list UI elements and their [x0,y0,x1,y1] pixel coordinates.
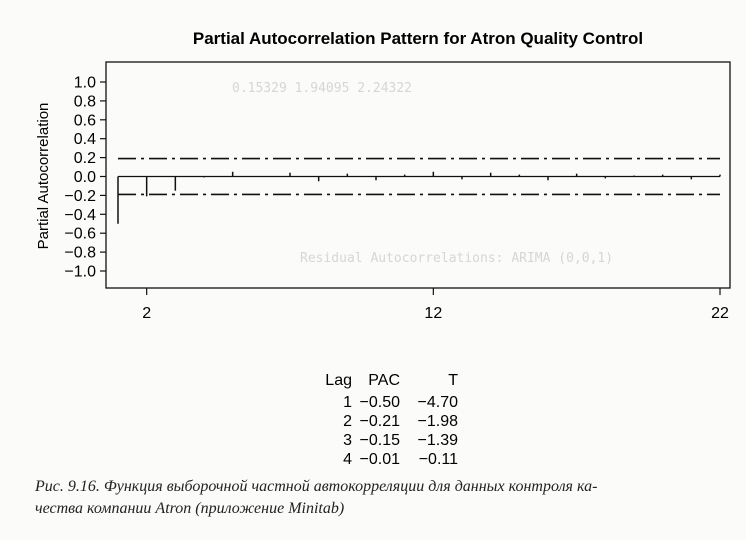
table-cell: −1.98 [417,413,458,430]
pac-spikes [118,172,720,224]
y-tick-label: −0.8 [64,244,96,262]
bleed-through-text [232,81,613,266]
table-cell: 1 [343,394,352,411]
y-tick-label: 0.4 [73,131,96,149]
table-header: T [448,372,458,389]
y-tick-label: −1.0 [64,263,96,281]
table-cell: 4 [343,451,352,468]
table-cell: −1.39 [417,432,458,449]
y-axis-label: Partial Autocorrelation [35,102,52,250]
x-tick-label: 12 [424,305,443,322]
y-tick-label: −0.4 [64,206,96,224]
figure-caption [35,476,735,520]
table-cell: −0.01 [359,451,400,468]
bleed-line-b: Residual Autocorrelations: ARIMA (0,0,1) [300,251,614,266]
y-tick-label: 0.8 [73,93,96,111]
y-tick-label: 1.0 [73,74,96,92]
table-cell: −0.50 [359,394,400,411]
table-cell: −0.15 [359,432,400,449]
y-tick-label: 0.0 [73,169,96,186]
chart-title: Partial Autocorrelation Pattern for Atron Quality Control [192,29,644,48]
x-tick-label: 2 [142,305,152,322]
y-tick-label: 0.6 [73,112,96,130]
bleed-line-a: 0.15329 1.94095 2.24322 [232,81,413,96]
table-cell: 2 [343,413,352,430]
table-cell: −0.11 [418,451,458,468]
x-axis [142,288,729,322]
y-tick-label: −0.6 [64,225,96,243]
table-cell: −4.70 [417,394,458,411]
x-tick-label: 22 [711,305,729,322]
y-axis [64,75,106,281]
table-header: PAC [368,372,400,389]
y-tick-label: 0.2 [73,150,96,168]
pac-table [325,372,458,468]
table-cell: −0.21 [359,413,400,430]
caption-line-1: Рис. 9.16. Функция выборочной частной автокорреляции для данных контроля ка- [35,478,598,495]
table-cell: 3 [343,432,352,449]
table-header: Lag [325,372,352,389]
caption-line-2: чества компании Atron (приложение Minitab) [35,500,345,517]
y-tick-label: −0.2 [64,187,96,205]
